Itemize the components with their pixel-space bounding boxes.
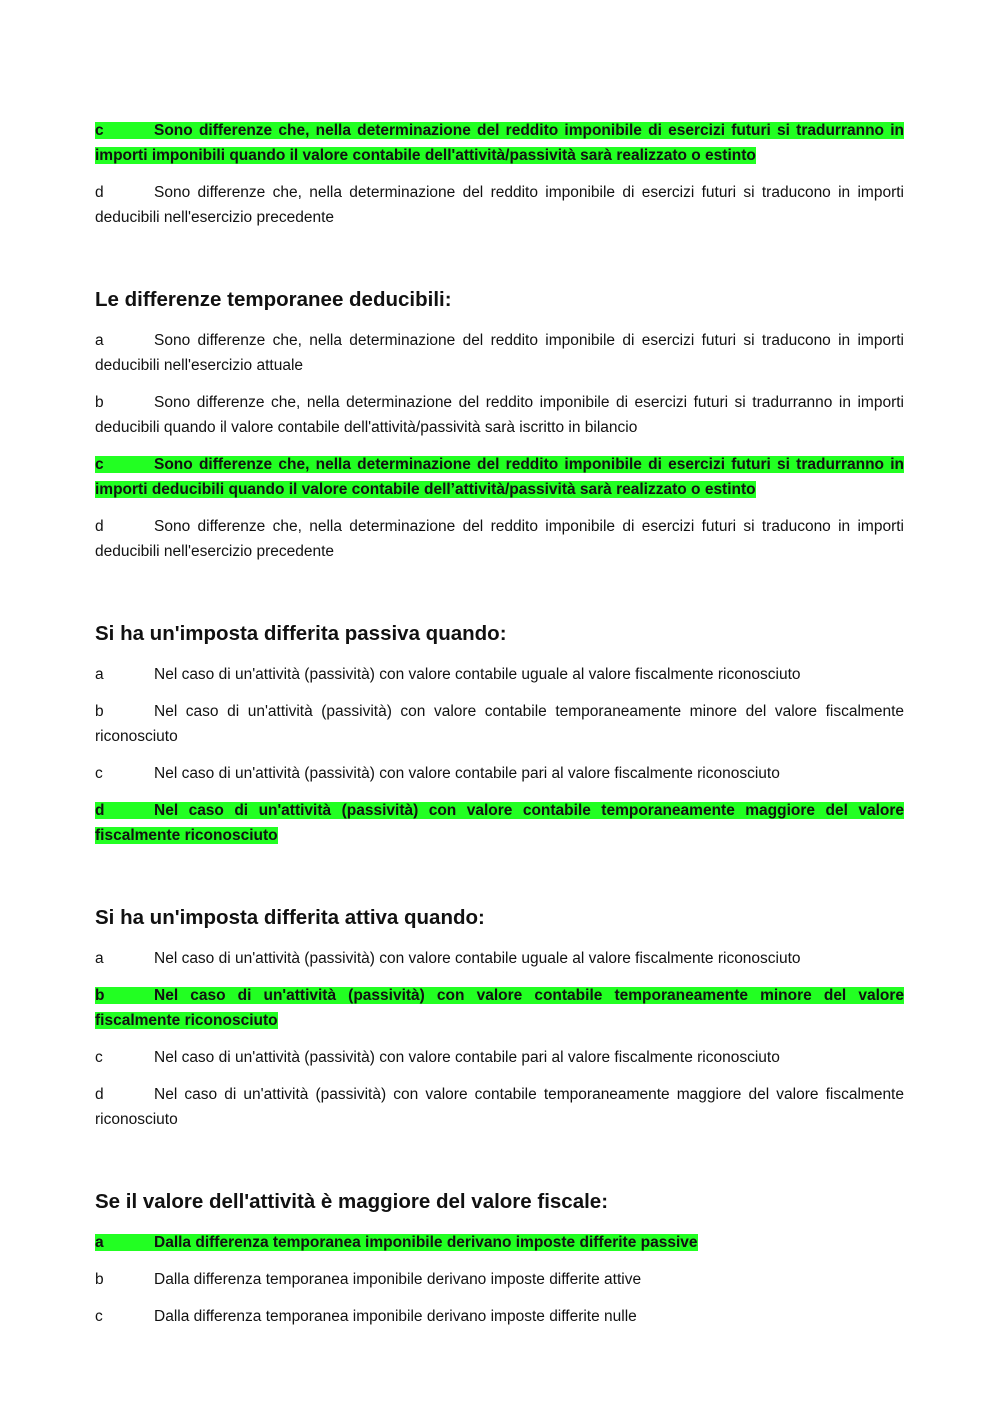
option-letter: c — [95, 1049, 103, 1066]
option-letter: b — [95, 1271, 104, 1288]
option-letter: d — [95, 802, 105, 819]
option-letter: b — [95, 394, 104, 411]
option-highlight — [95, 802, 904, 844]
option-d — [95, 514, 904, 564]
option-text: Nel caso di un'attività (passività) con valore contabile uguale al valore fiscalmente riconosciuto — [154, 666, 801, 683]
question-title: Si ha un'imposta differita passiva quando: — [95, 622, 507, 645]
option-text: Sono differenze che, nella determinazione del reddito imponibile di esercizi futuri si tradurranno in importi imponibili quando il valore contabile dell'attività/passività sarà realizzato o estinto — [95, 122, 904, 164]
option-letter: d — [95, 184, 104, 201]
option-letter: d — [95, 518, 104, 535]
option-letter: a — [95, 332, 104, 349]
option-highlight — [95, 987, 904, 1029]
option-b — [95, 390, 904, 440]
option-c — [95, 761, 904, 786]
option-text: Dalla differenza temporanea imponibile derivano imposte differite attive — [154, 1271, 642, 1288]
question-block — [95, 1188, 904, 1329]
option-letter: c — [95, 122, 104, 139]
option-a — [95, 946, 904, 971]
option-text: Sono differenze che, nella determinazione del reddito imponibile di esercizi futuri si traducono in importi deducibili nell'esercizio precedente — [95, 518, 904, 560]
option-text: Dalla differenza temporanea imponibile derivano imposte differite nulle — [154, 1308, 637, 1325]
option-text: Nel caso di un'attività (passività) con valore contabile temporaneamente minore del valore fiscalmente riconosciuto — [95, 703, 904, 745]
option-d — [95, 180, 904, 230]
question-block — [95, 620, 904, 848]
option-letter: a — [95, 1234, 104, 1251]
option-c — [95, 118, 904, 168]
option-text: Nel caso di un'attività (passività) con valore contabile temporaneamente maggiore del valore fiscalmente riconosciuto — [95, 802, 904, 844]
option-text: Dalla differenza temporanea imponibile derivano imposte differite passive — [154, 1234, 698, 1251]
document-page — [95, 118, 904, 1341]
option-text: Sono differenze che, nella determinazione del reddito imponibile di esercizi futuri si tradurranno in importi deducibili quando il valore contabile dell’attività/passività sarà realizzato o estinto — [95, 456, 904, 498]
question-title: Si ha un'imposta differita attiva quando: — [95, 906, 485, 929]
option-letter: a — [95, 950, 104, 967]
option-d — [95, 1082, 904, 1132]
option-letter: c — [95, 765, 103, 782]
option-a — [95, 1230, 904, 1255]
option-letter: d — [95, 1086, 104, 1103]
option-b — [95, 1267, 904, 1292]
option-highlight — [95, 1234, 698, 1251]
option-a — [95, 662, 904, 687]
option-letter: c — [95, 456, 104, 473]
option-text: Sono differenze che, nella determinazione del reddito imponibile di esercizi futuri si traducono in importi deducibili nell'esercizio attuale — [95, 332, 904, 374]
option-letter: b — [95, 987, 105, 1004]
option-text: Nel caso di un'attività (passività) con valore contabile pari al valore fiscalmente riconosciuto — [154, 765, 780, 782]
option-text: Sono differenze che, nella determinazione del reddito imponibile di esercizi futuri si tradurranno in importi deducibili quando il valore contabile dell'attività/passività sarà iscritto in bilancio — [95, 394, 904, 436]
option-text: Nel caso di un'attività (passività) con valore contabile temporaneamente maggiore del valore fiscalmente riconosciuto — [95, 1086, 904, 1128]
option-letter: b — [95, 703, 104, 720]
question-title: Se il valore dell'attività è maggiore del valore fiscale: — [95, 1190, 609, 1213]
option-letter: a — [95, 666, 104, 683]
intro-options — [95, 118, 904, 230]
option-a — [95, 328, 904, 378]
question-block — [95, 286, 904, 564]
option-text: Nel caso di un'attività (passività) con valore contabile uguale al valore fiscalmente riconosciuto — [154, 950, 801, 967]
option-d — [95, 798, 904, 848]
option-letter: c — [95, 1308, 103, 1325]
option-c — [95, 452, 904, 502]
option-text: Nel caso di un'attività (passività) con valore contabile temporaneamente minore del valore fiscalmente riconosciuto — [95, 987, 904, 1029]
question-title: Le differenze temporanee deducibili: — [95, 288, 452, 311]
option-c — [95, 1045, 904, 1070]
option-b — [95, 699, 904, 749]
option-highlight — [95, 456, 904, 498]
option-b — [95, 983, 904, 1033]
question-block — [95, 904, 904, 1132]
option-text: Sono differenze che, nella determinazione del reddito imponibile di esercizi futuri si traducono in importi deducibili nell'esercizio precedente — [95, 184, 904, 226]
option-c — [95, 1304, 904, 1329]
option-highlight — [95, 122, 904, 164]
option-text: Nel caso di un'attività (passività) con valore contabile pari al valore fiscalmente riconosciuto — [154, 1049, 780, 1066]
